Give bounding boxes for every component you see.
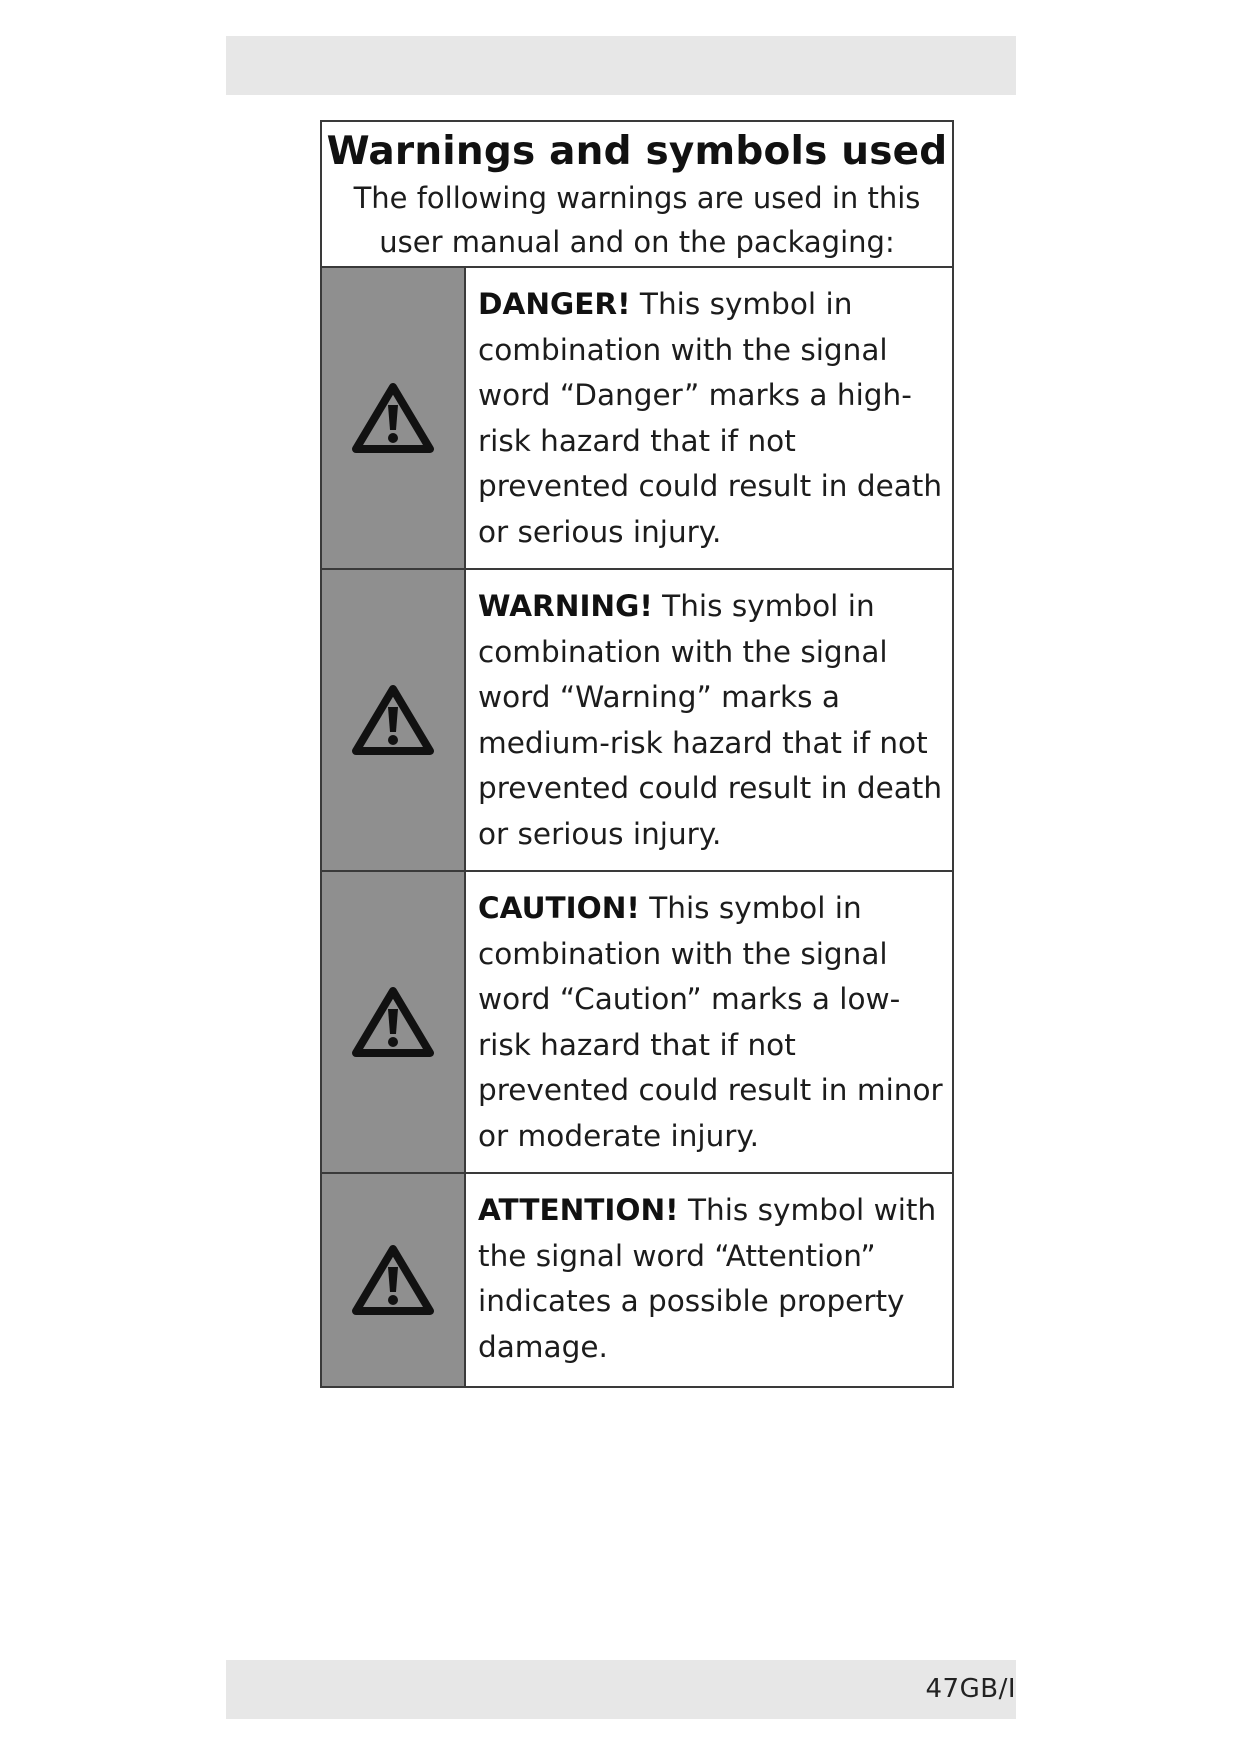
warning-description: This symbol in combination with the signal word “Caution” marks a low-risk hazard that if not prevented could result in minor or moderate injury. [478, 891, 943, 1153]
warning-triangle-icon [350, 1242, 436, 1318]
warning-row-caution [322, 872, 952, 1174]
panel-intro: The following warnings are used in this user manual and on the packaging: [353, 181, 921, 259]
signal-word: DANGER! [478, 287, 631, 321]
warning-triangle-icon [350, 380, 436, 456]
signal-word: CAUTION! [478, 891, 640, 925]
warning-triangle-icon [350, 984, 436, 1060]
warnings-panel [320, 120, 954, 1388]
icon-cell [322, 268, 466, 568]
warning-description: This symbol in combination with the signal word “Danger” marks a high-risk hazard that if not prevented could result in death or serious injury. [478, 287, 943, 549]
warning-description: This symbol in combination with the signal word “Warning” marks a medium-risk hazard that if not prevented could result in death or serious injury. [478, 589, 943, 851]
signal-word: WARNING! [478, 589, 653, 623]
warning-triangle-icon [350, 682, 436, 758]
panel-title: Warnings and symbols used [326, 129, 948, 174]
panel-header [322, 122, 952, 268]
warning-text [466, 268, 952, 568]
warning-text [466, 872, 952, 1172]
warning-row-warning [322, 570, 952, 872]
page-number: 47GB/I [925, 1674, 1016, 1704]
warning-row-attention [322, 1174, 952, 1386]
header-band [226, 36, 1016, 95]
warning-description: This symbol with the signal word “Attention” indicates a possible property damage. [478, 1193, 937, 1364]
icon-cell [322, 1174, 466, 1386]
icon-cell [322, 570, 466, 870]
signal-word: ATTENTION! [478, 1193, 679, 1227]
warning-text [466, 1174, 952, 1386]
icon-cell [322, 872, 466, 1172]
warning-row-danger [322, 268, 952, 570]
warning-text [466, 570, 952, 870]
footer-band [226, 1660, 1016, 1719]
